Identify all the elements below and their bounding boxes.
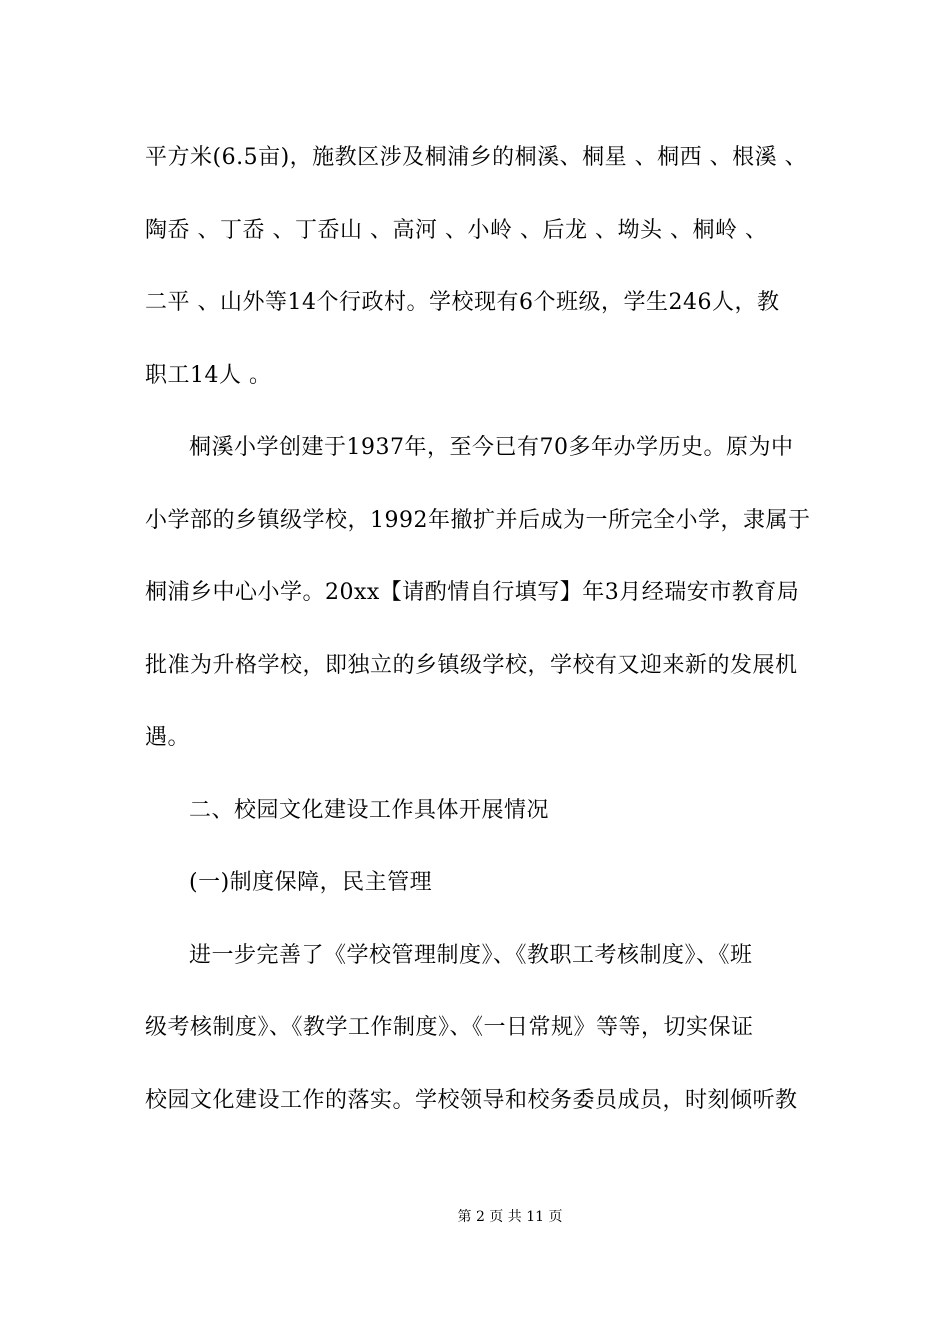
text-line: 校园文化建设工作的落实。学校领导和校务委员成员，时刻倾听教: [145, 1087, 798, 1113]
subsection-heading: (一)制度保障，民主管理: [189, 870, 433, 895]
text-line: 二平 、山外等14个行政村。学校现有6个班级，学生246人，教: [145, 290, 780, 315]
text-line: 级考核制度》、《教学工作制度》、《一日常规》等等，切实保证: [145, 1015, 754, 1040]
text-line: 平方米(6.5亩)，施教区涉及桐浦乡的桐溪、桐星 、桐西 、根溪 、: [145, 145, 808, 170]
text-line: 桐浦乡中心小学。20xx【请酌情自行填写】年3月经瑞安市教育局: [145, 580, 800, 605]
paragraph-start-line: 桐溪小学创建于1937年，至今已有70多年办学历史。原为中: [189, 435, 794, 460]
text-line: 批准为升格学校，即独立的乡镇级学校，学校有又迎来新的发展机: [145, 652, 798, 678]
text-line: 小学部的乡镇级学校，1992年撤扩并后成为一所完全小学，隶属于: [145, 507, 811, 533]
text-line: 职工14人 。: [145, 362, 272, 388]
text-line: 陶岙 、丁岙 、丁岙山 、高河 、小岭 、后龙 、坳头 、桐岭 、: [145, 217, 768, 243]
document-body: [145, 132, 825, 1147]
section-heading: 二、校园文化建设工作具体开展情况: [189, 797, 550, 823]
text-line: 遇。: [145, 725, 191, 750]
page-footer: [0, 1206, 950, 1226]
paragraph-start-line: 进一步完善了《学校管理制度》、《教职工考核制度》、《班: [189, 942, 753, 968]
page-number: 第 2 页 共 11 页: [457, 1209, 563, 1225]
